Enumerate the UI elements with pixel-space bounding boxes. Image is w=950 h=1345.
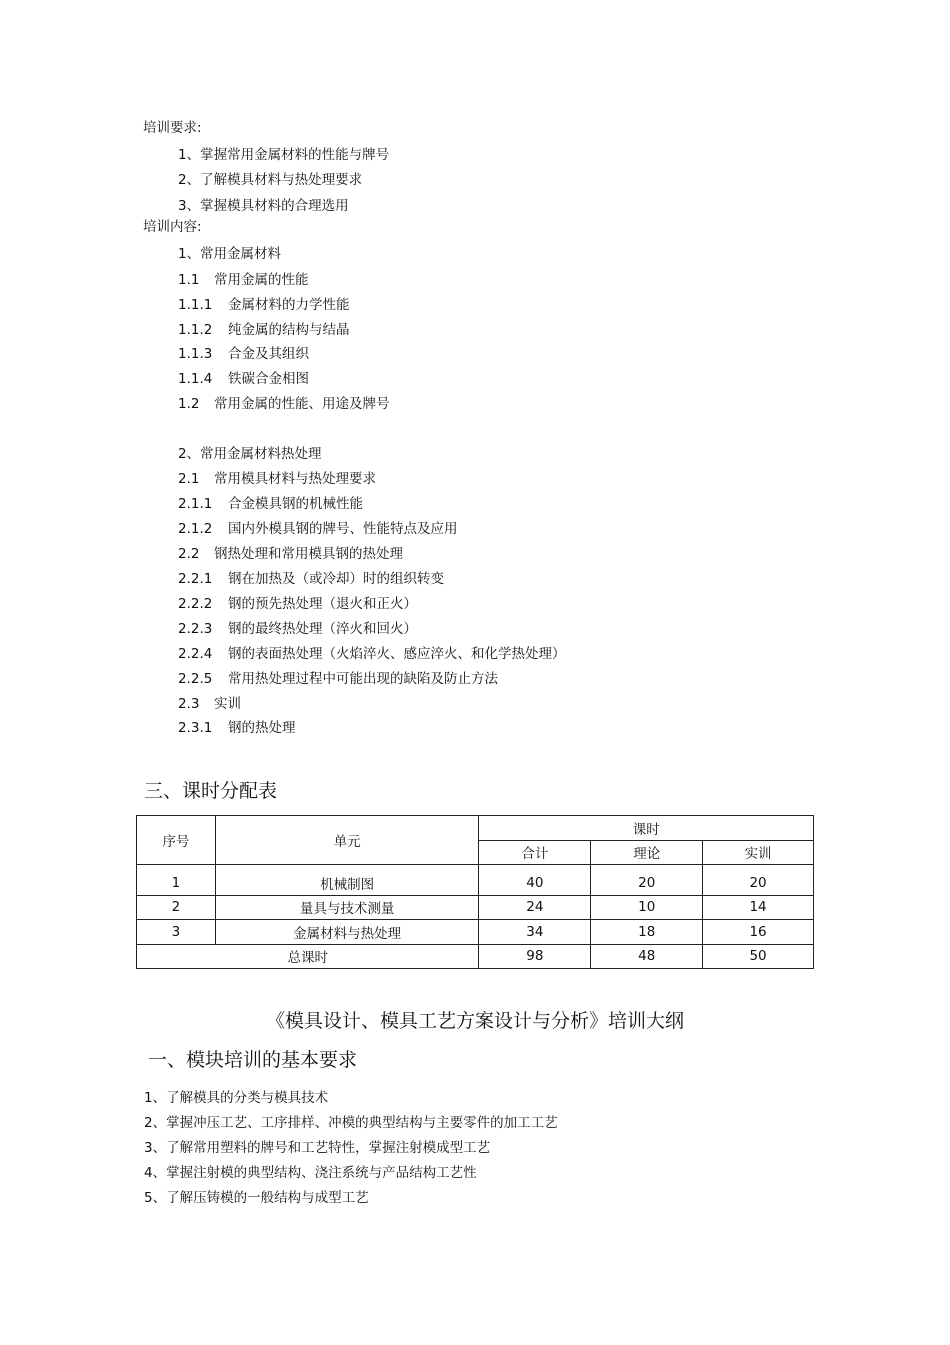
training-requirements-heading: 培训要求: — [143, 120, 202, 136]
requirement-item: 1、掌握常用金属材料的性能与牌号 — [178, 147, 390, 163]
basic-requirement-item: 5、了解压铸模的一般结构与成型工艺 — [144, 1190, 369, 1206]
basic-requirement-item: 4、掌握注射模的典型结构、浇注系统与产品结构工艺性 — [144, 1165, 477, 1181]
cell-practice: 14 — [703, 895, 814, 920]
cell-seq: 3 — [137, 920, 216, 945]
outline-item: 1、常用金属材料 — [178, 246, 281, 262]
outline-item: 1.1.2 纯金属的结构与结晶 — [178, 322, 350, 338]
outline-item: 2.2 钢热处理和常用模具钢的热处理 — [178, 546, 403, 562]
cell-practice: 20 — [703, 865, 814, 896]
outline-item: 1.1.3 合金及其组织 — [178, 346, 309, 362]
document-title: 《模具设计、模具工艺方案设计与分析》培训大纲 — [265, 1010, 684, 1032]
header-theory: 理论 — [591, 840, 703, 865]
outline-item: 2.2.1 钢在加热及（或冷却）时的组织转变 — [178, 571, 444, 587]
basic-requirement-item: 1、了解模具的分类与模具技术 — [144, 1090, 329, 1106]
cell-total: 34 — [479, 920, 591, 945]
hours-allocation-table — [136, 815, 814, 969]
cell-sum-theory: 48 — [591, 944, 703, 969]
cell-total: 24 — [479, 895, 591, 920]
basic-requirement-item: 2、掌握冲压工艺、工序排样、冲模的典型结构与主要零件的加工工艺 — [144, 1115, 558, 1131]
header-practice: 实训 — [703, 840, 814, 865]
cell-theory: 18 — [591, 920, 703, 945]
cell-unit: 量具与技术测量 — [215, 895, 479, 920]
cell-practice: 16 — [703, 920, 814, 945]
training-content-heading: 培训内容: — [143, 219, 202, 235]
header-total: 合计 — [479, 840, 591, 865]
outline-item: 1.2 常用金属的性能、用途及牌号 — [178, 396, 390, 412]
outline-item: 2.3 实训 — [178, 696, 241, 712]
outline-item: 2.1.1 合金模具钢的机械性能 — [178, 496, 363, 512]
table-row — [137, 865, 814, 896]
outline-item: 2.2.5 常用热处理过程中可能出现的缺陷及防止方法 — [178, 671, 498, 687]
basic-requirement-item: 3、了解常用塑料的牌号和工艺特性，掌握注射模成型工艺 — [144, 1140, 491, 1156]
cell-sum-label: 总课时 — [137, 944, 479, 969]
outline-item: 2、常用金属材料热处理 — [178, 446, 322, 462]
outline-item: 2.2.3 钢的最终热处理（淬火和回火） — [178, 621, 417, 637]
table-row — [137, 920, 814, 945]
requirement-item: 3、掌握模具材料的合理选用 — [178, 198, 349, 214]
cell-theory: 20 — [591, 865, 703, 896]
cell-unit: 金属材料与热处理 — [215, 920, 479, 945]
cell-unit: 机械制图 — [215, 865, 479, 896]
cell-seq: 1 — [137, 865, 216, 896]
header-hours: 课时 — [479, 816, 814, 841]
outline-item: 2.2.4 钢的表面热处理（火焰淬火、感应淬火、和化学热处理） — [178, 646, 566, 662]
outline-item: 1.1.4 铁碳合金相图 — [178, 371, 309, 387]
outline-item: 2.2.2 钢的预先热处理（退火和正火） — [178, 596, 417, 612]
table-row — [137, 895, 814, 920]
cell-sum-practice: 50 — [703, 944, 814, 969]
table-total-row — [137, 944, 814, 969]
section-heading-hours-table: 三、课时分配表 — [144, 780, 278, 802]
outline-item: 1.1 常用金属的性能 — [178, 272, 309, 288]
outline-item: 2.1.2 国内外模具钢的牌号、性能特点及应用 — [178, 521, 458, 537]
cell-sum-total: 98 — [479, 944, 591, 969]
cell-seq: 2 — [137, 895, 216, 920]
cell-total: 40 — [479, 865, 591, 896]
header-unit: 单元 — [215, 816, 479, 865]
outline-item: 2.3.1 钢的热处理 — [178, 720, 296, 736]
cell-theory: 10 — [591, 895, 703, 920]
table-header-row — [137, 816, 814, 841]
header-seq: 序号 — [137, 816, 216, 865]
outline-item: 1.1.1 金属材料的力学性能 — [178, 297, 350, 313]
requirement-item: 2、了解模具材料与热处理要求 — [178, 172, 363, 188]
section-heading-basic-requirements: 一、模块培训的基本要求 — [148, 1049, 358, 1071]
outline-item: 2.1 常用模具材料与热处理要求 — [178, 471, 376, 487]
